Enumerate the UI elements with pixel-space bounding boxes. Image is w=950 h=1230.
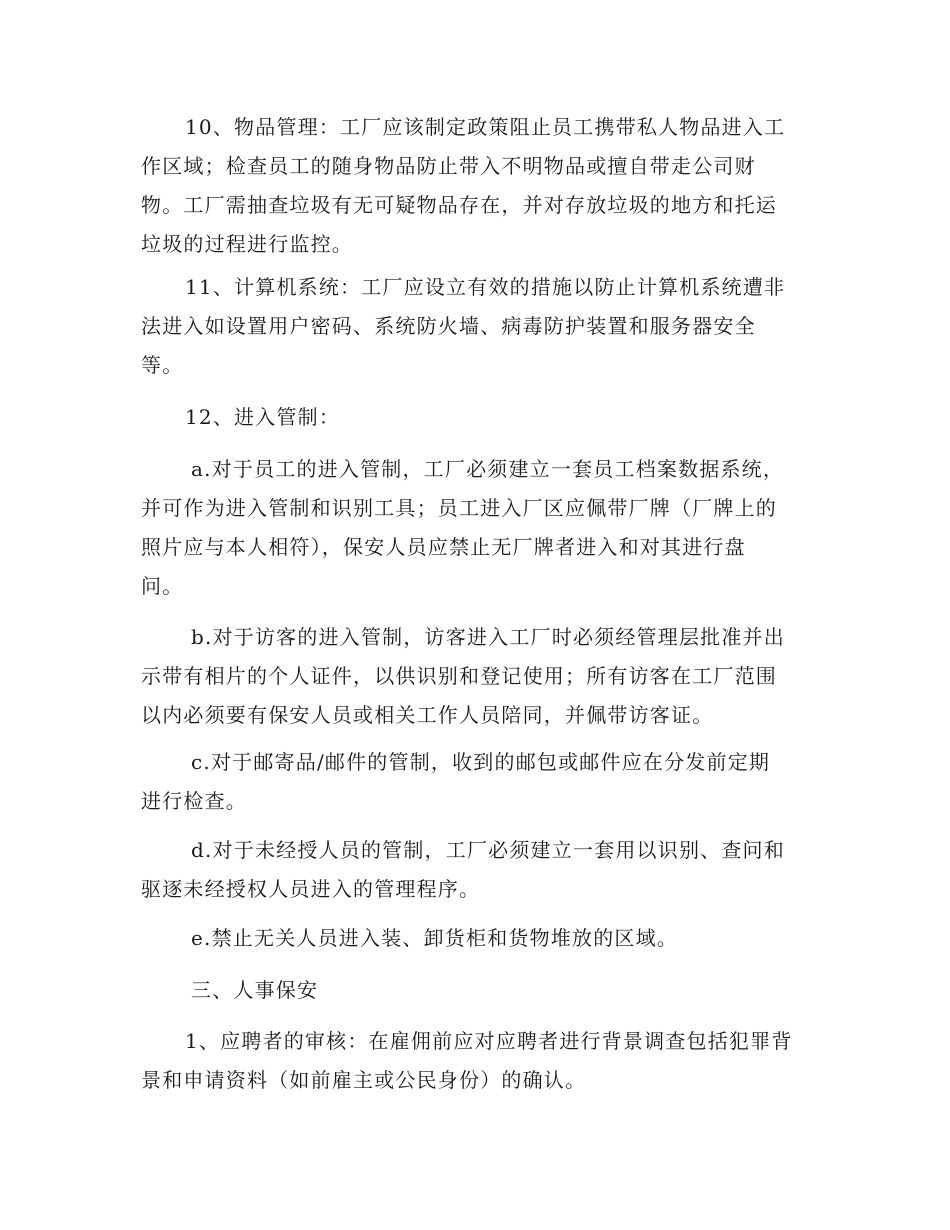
paragraph-item-management — [141, 108, 813, 264]
paragraph-loading-area — [141, 919, 813, 958]
paragraph-computer-system — [141, 268, 813, 385]
paragraph-applicant-review — [141, 1022, 813, 1100]
text-line: 物。工厂需抽查垃圾有无可疑物品存在，并对存放垃圾的地方和托运 — [141, 193, 777, 217]
text-line: 12、进入管制： — [185, 405, 341, 429]
text-line: d.对于未经授人员的管制，工厂必须建立一套用以识别、查问和 — [191, 838, 785, 862]
text-line: 法进入如设置用户密码、系统防火墙、病毒防护装置和服务器安全 — [141, 314, 756, 338]
text-line: 进行检查。 — [141, 789, 247, 813]
text-line: b.对于访客的进入管制，访客进入工厂时必须经管理层批准并出 — [191, 625, 785, 649]
text-line: 并可作为进入管制和识别工具；员工进入厂区应佩带厂牌（厂牌上的 — [141, 496, 777, 520]
text-line: 照片应与本人相符），保安人员应禁止无厂牌者进入和对其进行盘 — [141, 535, 746, 559]
paragraph-mail-control — [141, 743, 813, 821]
text-line: 示带有相片的个人证件，以供识别和登记使用；所有访客在工厂范围 — [141, 664, 777, 688]
text-line: 问。 — [141, 574, 184, 598]
text-line: 垃圾的过程进行监控。 — [141, 232, 353, 256]
text-line: 10、物品管理：工厂应该制定政策阻止员工携带私人物品进入工 — [185, 115, 786, 139]
text-line: 三、人事保安 — [191, 978, 319, 1002]
paragraph-unauthorized-control — [141, 831, 813, 909]
text-line: a.对于员工的进入管制，工厂必须建立一套员工档案数据系统， — [191, 457, 785, 481]
text-line: e.禁止无关人员进入装、卸货柜和货物堆放的区域。 — [191, 926, 678, 950]
text-line: 11、计算机系统：工厂应设立有效的措施以防止计算机系统遭非 — [185, 275, 786, 299]
text-line: 作区域；检查员工的随身物品防止带入不明物品或擅自带走公司财 — [141, 154, 756, 178]
section-heading-personnel-security — [141, 971, 813, 1010]
text-line: 1、应聘者的审核：在雇佣前应对应聘者进行背景调查包括犯罪背 — [185, 1029, 793, 1053]
text-line: 景和申请资料（如前雇主或公民身份）的确认。 — [141, 1068, 587, 1092]
text-line: 驱逐未经授权人员进入的管理程序。 — [141, 877, 481, 901]
paragraph-access-control — [141, 398, 813, 437]
text-line: c.对于邮寄品/邮件的管制，收到的邮包或邮件应在分发前定期 — [191, 750, 771, 774]
paragraph-employee-access — [141, 450, 813, 606]
text-line: 等。 — [141, 353, 184, 377]
paragraph-visitor-access — [141, 618, 813, 735]
text-line: 以内必须要有保安人员或相关工作人员陪同，并佩带访客证。 — [141, 703, 714, 727]
